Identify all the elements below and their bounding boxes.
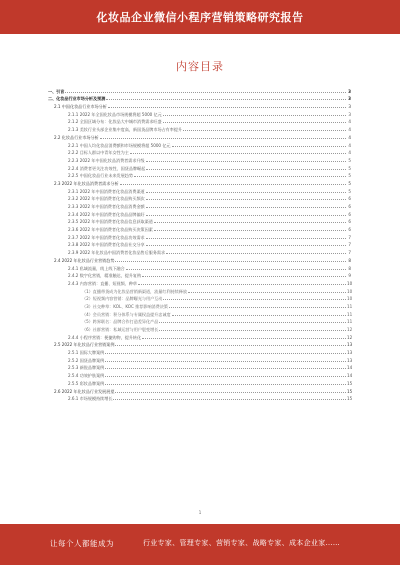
- toc-entry[interactable]: [48, 278, 351, 286]
- toc-entry-page: 7: [348, 250, 351, 256]
- toc-entry-text: 2.1.3 美妆行业头部企业集中度高，新国货品牌市场占有率提升: [68, 127, 183, 133]
- toc-entry[interactable]: [48, 370, 351, 378]
- toc-entry-text: 一、引言: [48, 88, 65, 94]
- toc-entry[interactable]: [48, 255, 351, 263]
- toc-entry-page: 4: [348, 119, 351, 125]
- toc-entry-text: 2.3 2022 年化妆品消费者需求分析: [54, 180, 119, 186]
- toc-entry[interactable]: [48, 117, 351, 125]
- toc-entry-text: （6）社群营销：私域运营与用户裂变增长: [82, 327, 159, 332]
- toc-entry-page: 3: [348, 88, 351, 94]
- toc-title: 内容目录: [176, 60, 224, 73]
- toc-leader-dots: [106, 99, 346, 100]
- toc-entry[interactable]: [48, 301, 351, 309]
- toc-entry-page: 11: [347, 319, 353, 325]
- toc-entry-text: 2.3.1 2022 年中国消费者化妆品消费渠道: [68, 188, 145, 194]
- toc-leader-dots: [166, 253, 346, 254]
- toc-entry-text: 2.1 中国化妆品行业市场分析: [54, 104, 107, 110]
- toc-leader-dots: [120, 184, 346, 185]
- toc-entry[interactable]: [48, 101, 351, 109]
- toc-entry[interactable]: [48, 247, 351, 255]
- toc-entry-text: 2.5.1 国际大牌案例: [68, 350, 105, 356]
- toc-entry-text: 2.3.3 2022 年中国消费者化妆品消费金额: [68, 204, 145, 209]
- toc-entry-text: 2.2.2 目标人群以中青年女性为主: [68, 150, 129, 156]
- toc-entry-page: 14: [347, 365, 353, 371]
- toc-entry-text: 2.6.1 市场规模持续增长: [68, 396, 113, 402]
- toc-leader-dots: [163, 115, 346, 116]
- toc-entry[interactable]: [48, 317, 351, 325]
- toc-entry-text: （3）社交种草：KOL、KOC 推荐影响消费决策: [82, 303, 168, 309]
- toc-entry-page: 8: [348, 257, 351, 263]
- toc-leader-dots: [146, 245, 346, 246]
- toc-entry-page: 10: [347, 296, 353, 302]
- toc-entry[interactable]: [48, 194, 351, 202]
- toc-entry-page: 4: [348, 127, 351, 133]
- toc-leader-dots: [169, 307, 346, 308]
- toc-entry[interactable]: [48, 140, 351, 148]
- toc-leader-dots: [146, 207, 346, 208]
- toc-entry-page: 6: [348, 227, 351, 233]
- footer-slogan: 让每个人都能成为: [50, 539, 114, 548]
- toc-entry-page: 6: [348, 211, 351, 217]
- toc-entry[interactable]: [48, 94, 351, 102]
- toc-entry-page: 12: [347, 327, 353, 332]
- toc-entry-text: 2.5.4 功效护肤案例: [68, 373, 105, 379]
- toc-leader-dots: [105, 361, 346, 362]
- toc-entry[interactable]: [48, 332, 351, 340]
- toc-entry[interactable]: [48, 217, 351, 225]
- toc-entry-text: 2.2.1 中国人均化妆品消费额和市场规模将超 5000 亿元: [68, 142, 171, 148]
- toc-entry-text: 2.1.1 2022 年全国化妆品市场规模将超 5000 亿元: [68, 111, 162, 117]
- toc-entry-page: 7: [348, 242, 351, 248]
- toc-leader-dots: [126, 269, 346, 270]
- toc-entry[interactable]: [48, 86, 351, 94]
- toc-entry-page: 6: [348, 204, 351, 209]
- toc-leader-dots: [163, 299, 346, 300]
- toc-entry-page: 5: [348, 157, 351, 163]
- toc-entry-text: 2.2 化妆品行业市场分析: [54, 134, 99, 140]
- header-bar: [0, 0, 400, 34]
- toc-entry[interactable]: [48, 232, 351, 240]
- toc-entry-page: 15: [347, 388, 353, 394]
- toc-entry-text: 2.5.3 新锐品牌案例: [68, 365, 105, 371]
- footer-roles: 行业专家、管理专家、营销专家、战略专家、成本企业家……: [143, 539, 341, 547]
- toc-leader-dots: [65, 92, 346, 93]
- toc-entry[interactable]: [48, 324, 351, 332]
- toc-leader-dots: [159, 330, 346, 331]
- toc-entry-text: 2.3.7 2022 年中国消费者化妆品功效需求: [68, 234, 145, 240]
- toc-entry[interactable]: [48, 148, 351, 156]
- toc-entry-page: 15: [347, 396, 353, 402]
- toc-entry-page: 5: [348, 173, 351, 179]
- toc-leader-dots: [172, 146, 346, 147]
- toc-leader-dots: [146, 238, 346, 239]
- toc-entry[interactable]: [48, 155, 351, 163]
- toc-entry-page: 11: [347, 303, 353, 309]
- toc-leader-dots: [188, 292, 346, 293]
- toc-entry[interactable]: [48, 209, 351, 217]
- toc-leader-dots: [163, 122, 346, 123]
- toc-entry[interactable]: [48, 132, 351, 140]
- toc-entry[interactable]: [48, 124, 351, 132]
- toc-leader-dots: [146, 199, 346, 200]
- toc-leader-dots: [159, 322, 346, 323]
- toc-entry-page: 3: [348, 104, 351, 110]
- toc-entry-text: （2）短视频内容营销：品牌曝光与用户互动: [82, 296, 163, 302]
- toc-entry-page: 4: [348, 134, 351, 140]
- toc-entry-text: 2.6 2022 年化妆品行业发展展望: [54, 388, 115, 394]
- toc-entry[interactable]: [48, 309, 351, 317]
- toc-entry-text: 2.5 2022 年化妆品行业营销案例: [54, 342, 115, 348]
- toc-entry[interactable]: [48, 224, 351, 232]
- toc-entry[interactable]: [48, 171, 351, 179]
- toc-entry-page: 3: [348, 96, 351, 102]
- toc-entry[interactable]: [48, 271, 351, 279]
- toc-entry-text: 2.3.4 2022 年中国消费者化妆品品牌偏好: [68, 211, 145, 217]
- toc-entry-text: 2.3.8 2022 年中国消费者化妆品社交分享: [68, 242, 145, 248]
- toc-entry-text: （1）直播带货成为化妆品营销新渠道，流量红利持续释放: [82, 288, 187, 294]
- toc-entry-page: 7: [348, 234, 351, 240]
- toc-entry[interactable]: [48, 340, 351, 348]
- toc-entry[interactable]: [48, 201, 351, 209]
- toc-entry-text: 2.2.4 消费者更关注功效性，国货品牌崛起: [68, 165, 146, 171]
- toc-leader-dots: [115, 392, 346, 393]
- toc-entry-page: 4: [348, 150, 351, 156]
- toc-entry-text: 2.5.2 国货品牌案例: [68, 357, 105, 363]
- toc-entry-text: 2.3.2 2022 年中国消费者化妆品购买频次: [68, 196, 145, 202]
- toc-entry[interactable]: [48, 363, 351, 371]
- toc-entry[interactable]: [48, 263, 351, 271]
- toc-leader-dots: [105, 368, 346, 369]
- toc-leader-dots: [105, 353, 346, 354]
- document-title: 化妆品企业微信小程序营销策略研究报告: [96, 11, 304, 24]
- toc-entry-page: 6: [348, 219, 351, 225]
- toc-entry-page: 5: [348, 180, 351, 186]
- toc-entry-text: 二、化妆品行业市场分析及预测: [48, 96, 106, 102]
- table-of-contents: [48, 86, 351, 401]
- toc-leader-dots: [100, 138, 346, 139]
- toc-entry-page: 13: [347, 342, 353, 348]
- toc-leader-dots: [108, 107, 346, 108]
- toc-entry-text: 2.3.5 2022 年中国消费者化妆品信息获取渠道: [68, 219, 153, 225]
- toc-leader-dots: [113, 399, 346, 400]
- toc-entry-page: 3: [348, 111, 351, 117]
- toc-entry-page: 12: [347, 334, 353, 340]
- toc-entry-page: 10: [347, 288, 353, 294]
- toc-leader-dots: [146, 161, 346, 162]
- toc-entry[interactable]: [48, 394, 351, 402]
- toc-entry-text: 2.4.3 内容营销：直播、短视频、种草: [68, 280, 138, 286]
- toc-leader-dots: [146, 192, 346, 193]
- toc-leader-dots: [115, 345, 346, 346]
- toc-entry-page: 11: [347, 311, 353, 317]
- toc-entry-text: 2.4.1 私域流量，线上线下融合: [68, 265, 125, 271]
- toc-entry-text: 2.3.9 2022 年化妆品中国消费者化妆品售后服务需求: [68, 250, 166, 256]
- toc-entry[interactable]: [48, 294, 351, 302]
- toc-entry[interactable]: [48, 378, 351, 386]
- toc-entry-text: 2.4 2022 年化妆品行业营销趋势: [54, 257, 115, 263]
- toc-entry[interactable]: [48, 286, 351, 294]
- toc-entry[interactable]: [48, 347, 351, 355]
- toc-leader-dots: [146, 215, 346, 216]
- toc-entry-page: 10: [347, 280, 353, 286]
- toc-entry-page: 13: [347, 350, 353, 356]
- page-number: 1: [198, 510, 202, 515]
- toc-entry-text: （4）会员营销：积分体系与专属权益提升忠诚度: [82, 311, 171, 317]
- toc-entry[interactable]: [48, 178, 351, 186]
- toc-entry-text: 2.4.4 小程序营销：便捷购物，提升转化: [68, 334, 142, 340]
- toc-entry-text: 2.4.2 数字化营销，精准触达，提升复购: [68, 273, 142, 279]
- toc-entry-text: 2.1.2 全国区域分布：化妆品大中城市消费需求旺盛: [68, 119, 162, 125]
- toc-leader-dots: [154, 222, 346, 223]
- toc-entry-page: 5: [348, 165, 351, 171]
- toc-leader-dots: [142, 276, 346, 277]
- toc-leader-dots: [146, 169, 346, 170]
- toc-leader-dots: [105, 376, 346, 377]
- toc-entry-page: 13: [347, 357, 353, 363]
- toc-leader-dots: [134, 176, 346, 177]
- toc-leader-dots: [154, 230, 346, 231]
- toc-entry-text: 2.2.3 2022 年中国化妆品消费者需求升级: [68, 157, 145, 163]
- toc-entry[interactable]: [48, 163, 351, 171]
- footer-bar: [0, 524, 400, 565]
- toc-entry[interactable]: [48, 386, 351, 394]
- toc-leader-dots: [130, 153, 346, 154]
- toc-leader-dots: [142, 338, 346, 339]
- toc-entry[interactable]: [48, 355, 351, 363]
- toc-entry-page: 9: [348, 273, 351, 279]
- toc-entry[interactable]: [48, 240, 351, 248]
- toc-entry-page: 14: [347, 373, 353, 379]
- toc-entry-text: （5）跨界联名：品牌合作打造差异化产品: [82, 319, 159, 325]
- toc-leader-dots: [115, 261, 346, 262]
- toc-entry-page: 8: [348, 265, 351, 271]
- toc-entry-text: 2.2.5 中国化妆品行业未来发展趋势: [68, 173, 133, 179]
- toc-entry-text: 2.3.6 2022 年中国消费者化妆品购买决策因素: [68, 227, 153, 233]
- toc-entry-page: 5: [348, 188, 351, 194]
- toc-entry[interactable]: [48, 186, 351, 194]
- toc-entry-page: 4: [348, 142, 351, 148]
- toc-leader-dots: [138, 284, 346, 285]
- toc-entry-page: 15: [347, 380, 353, 386]
- toc-leader-dots: [183, 130, 346, 131]
- toc-leader-dots: [172, 315, 346, 316]
- toc-entry-text: 2.5.5 彩妆品牌案例: [68, 380, 105, 386]
- toc-entry[interactable]: [48, 109, 351, 117]
- toc-leader-dots: [105, 384, 346, 385]
- toc-entry-page: 6: [348, 196, 351, 202]
